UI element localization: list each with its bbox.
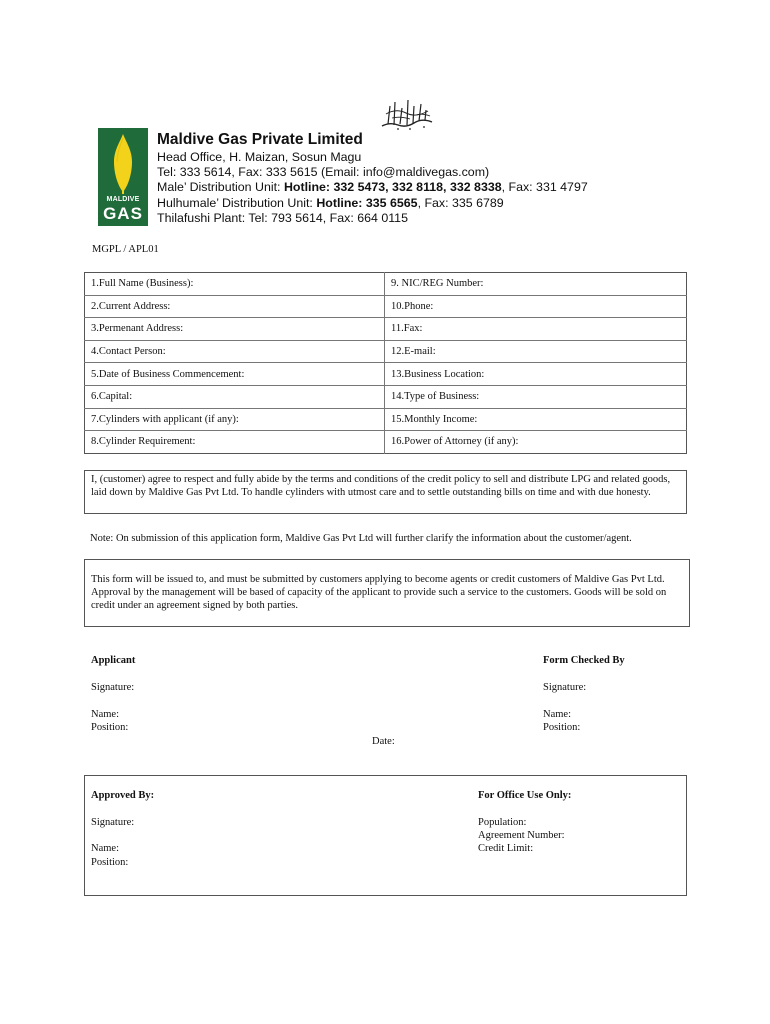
table-row (85, 340, 687, 363)
head-office-line: Head Office, H. Maizan, Sosun Magu (157, 150, 362, 164)
applicant-signature-field[interactable]: Signature: (91, 682, 135, 693)
male-unit-line: Male’ Distribution Unit: Hotline: 332 5473, 332 8118, 332 8338, Fax: 331 4797 (157, 180, 588, 195)
approved-by-heading: Approved By: (91, 790, 155, 801)
table-row (85, 408, 687, 431)
field-permanent-address[interactable]: 3.Permenant Address: (85, 318, 385, 341)
submission-note: Note: On submission of this application form, Maldive Gas Pvt Ltd will further clarify the information about the customer/agent. (90, 533, 632, 544)
company-info (157, 130, 588, 226)
field-phone[interactable]: 10.Phone: (385, 295, 687, 318)
checker-name-field[interactable]: Name: (543, 709, 571, 720)
field-business-type[interactable]: 14.Type of Business: (385, 385, 687, 408)
field-fax[interactable]: 11.Fax: (385, 318, 687, 341)
table-row (85, 431, 687, 454)
date-field[interactable]: Date: (372, 736, 395, 747)
approval-section (84, 775, 687, 896)
field-power-of-attorney[interactable]: 16.Power of Attorney (if any): (385, 431, 687, 454)
company-name: Maldive Gas Private Limited (157, 131, 363, 148)
applicant-heading: Applicant (91, 655, 136, 666)
hulhumale-hotline: Hotline: 335 6565 (316, 195, 418, 210)
issuance-conditions: This form will be issued to, and must be submitted by customers applying to become agents or credit customers of Maldive Gas Pvt Ltd. Approval by the management will be based of capacity of the applicant to provide such a service to the customers. Goods will be sold on credit under an agreement signed by both parties. (84, 559, 690, 627)
logo-text-top: MALDIVE (106, 196, 140, 203)
credit-limit-field[interactable]: Credit Limit: (478, 843, 534, 854)
field-business-commencement-date[interactable]: 5.Date of Business Commencement: (85, 363, 385, 386)
field-email[interactable]: 12.E-mail: (385, 340, 687, 363)
approver-name-field[interactable]: Name: (91, 843, 119, 854)
table-row (85, 295, 687, 318)
table-row (85, 385, 687, 408)
field-contact-person[interactable]: 4.Contact Person: (85, 340, 385, 363)
contact-line: Tel: 333 5614, Fax: 333 5615 (Email: info@maldivegas.com) (157, 165, 490, 180)
applicant-name-field[interactable]: Name: (91, 709, 119, 720)
field-capital[interactable]: 6.Capital: (85, 385, 385, 408)
flame-icon (98, 128, 148, 196)
agreement-number-field[interactable]: Agreement Number: (478, 830, 565, 841)
field-nic-reg-number[interactable]: 9. NIC/REG Number: (391, 278, 484, 290)
form-checked-heading: Form Checked By (543, 655, 625, 666)
field-monthly-income[interactable]: 15.Monthly Income: (385, 408, 687, 431)
population-field[interactable]: Population: (478, 817, 527, 828)
table-row (85, 273, 687, 296)
approver-position-field[interactable]: Position: (91, 857, 129, 868)
agreement-statement: I, (customer) agree to respect and fully abide by the terms and conditions of the credit policy to sell and distribute LPG and related goods, laid down by Maldive Gas Pvt Ltd. To handle cylinders with utmost care and to settle outstanding bills on time and with due honesty. (84, 470, 687, 514)
field-cylinder-requirement[interactable]: 8.Cylinder Requirement: (85, 431, 385, 454)
field-current-address[interactable]: 2.Current Address: (85, 295, 385, 318)
field-cylinders-with-applicant[interactable]: 7.Cylinders with applicant (if any): (85, 408, 385, 431)
table-row (85, 318, 687, 341)
office-use-heading: For Office Use Only: (478, 790, 572, 801)
company-logo (98, 128, 148, 226)
field-full-name[interactable]: 1.Full Name (Business): (85, 273, 385, 296)
logo-text-bottom: GAS (103, 204, 143, 223)
applicant-position-field[interactable]: Position: (91, 722, 129, 733)
checker-signature-field[interactable]: Signature: (543, 682, 587, 693)
bismillah-calligraphy (380, 96, 436, 130)
male-hotline: Hotline: 332 5473, 332 8118, 332 8338 (283, 180, 502, 195)
application-fields-table (84, 272, 687, 454)
hulhumale-unit-line: Hulhumale’ Distribution Unit: Hotline: 335 6565, Fax: 335 6789 (157, 195, 504, 210)
field-business-location[interactable]: 13.Business Location: (385, 363, 687, 386)
form-reference: MGPL / APL01 (92, 244, 159, 255)
checker-position-field[interactable]: Position: (543, 722, 581, 733)
thilafushi-line: Thilafushi Plant: Tel: 793 5614, Fax: 664 0115 (157, 210, 408, 225)
approver-signature-field[interactable]: Signature: (91, 817, 135, 828)
table-row (85, 363, 687, 386)
